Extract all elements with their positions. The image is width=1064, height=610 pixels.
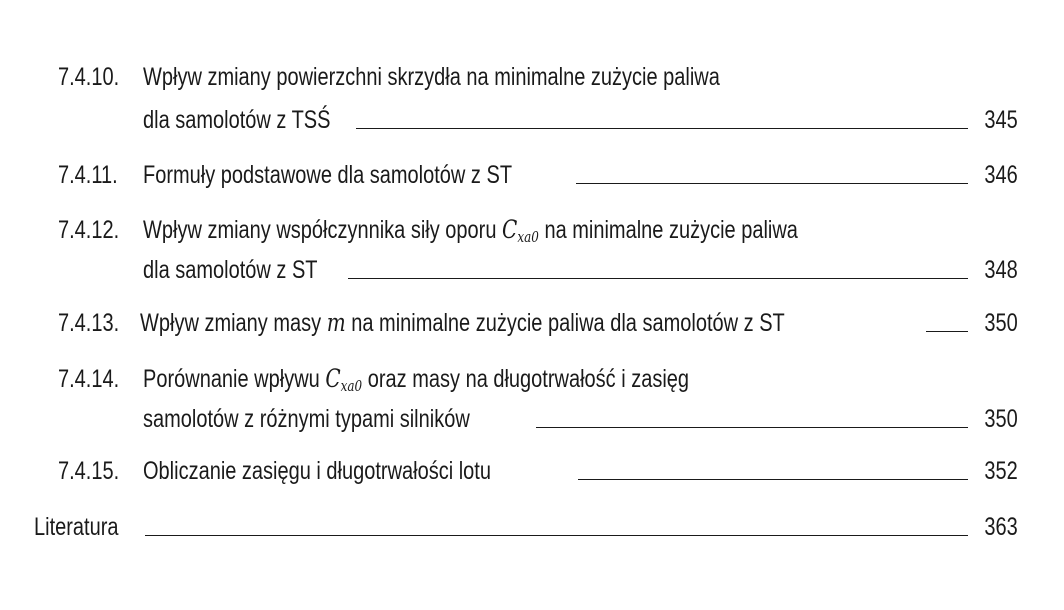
- drag-coefficient-symbol: [325, 364, 362, 393]
- leader-rule: [578, 479, 968, 480]
- leader-rule: [536, 427, 968, 428]
- page-number: 348: [984, 256, 1018, 284]
- page-number: 346: [984, 161, 1018, 189]
- title-text-after: oraz masy na długotrwałość i zasięg: [367, 365, 690, 393]
- symbol-subscript: xa0: [340, 377, 363, 395]
- symbol-letter: C: [502, 215, 518, 244]
- title-text-after: na minimalne zużycie paliwa: [544, 216, 798, 244]
- symbol-letter: C: [325, 364, 341, 393]
- entry-number: 7.4.13.: [58, 309, 120, 337]
- entry-number: 7.4.15.: [58, 457, 120, 485]
- page-number: 350: [984, 405, 1018, 433]
- entry-title-line1: [140, 308, 785, 338]
- page-number: 350: [984, 309, 1018, 337]
- entry-title-line2: samolotów z różnymi typami silników: [143, 405, 470, 433]
- entry-title-line1: Obliczanie zasięgu i długotrwałości lotu: [143, 457, 491, 485]
- title-text-after: na minimalne zużycie paliwa dla samolotów z ST: [351, 309, 785, 337]
- page-number: 345: [984, 106, 1018, 134]
- entry-title-line1: [143, 215, 798, 245]
- page-number: 352: [984, 457, 1018, 485]
- entry-title-line1: [143, 364, 689, 394]
- title-text-before: Wpływ zmiany współczynnika siły oporu: [143, 216, 497, 244]
- drag-coefficient-symbol: [502, 215, 539, 244]
- leader-rule: [145, 535, 968, 536]
- entry-title-line2: dla samolotów z TSŚ: [143, 106, 331, 134]
- literatura-label: Literatura: [34, 513, 119, 541]
- entry-title-line2: dla samolotów z ST: [143, 256, 318, 284]
- symbol-subscript: xa0: [517, 228, 539, 246]
- title-text-before: Porównanie wpływu: [143, 365, 320, 393]
- entry-title-line1: Formuły podstawowe dla samolotów z ST: [143, 161, 513, 189]
- leader-rule: [576, 183, 968, 184]
- leader-rule: [926, 331, 968, 332]
- entry-number: 7.4.11.: [58, 161, 118, 189]
- entry-number: 7.4.10.: [58, 63, 120, 91]
- mass-symbol: m: [326, 308, 346, 337]
- entry-number: 7.4.12.: [58, 216, 120, 244]
- title-text-before: Wpływ zmiany masy: [140, 309, 322, 337]
- entry-number: 7.4.14.: [58, 365, 120, 393]
- leader-rule: [356, 128, 968, 129]
- leader-rule: [348, 278, 968, 279]
- page-number: 363: [984, 513, 1018, 541]
- entry-title-line1: Wpływ zmiany powierzchni skrzydła na minimalne zużycie paliwa: [143, 63, 720, 91]
